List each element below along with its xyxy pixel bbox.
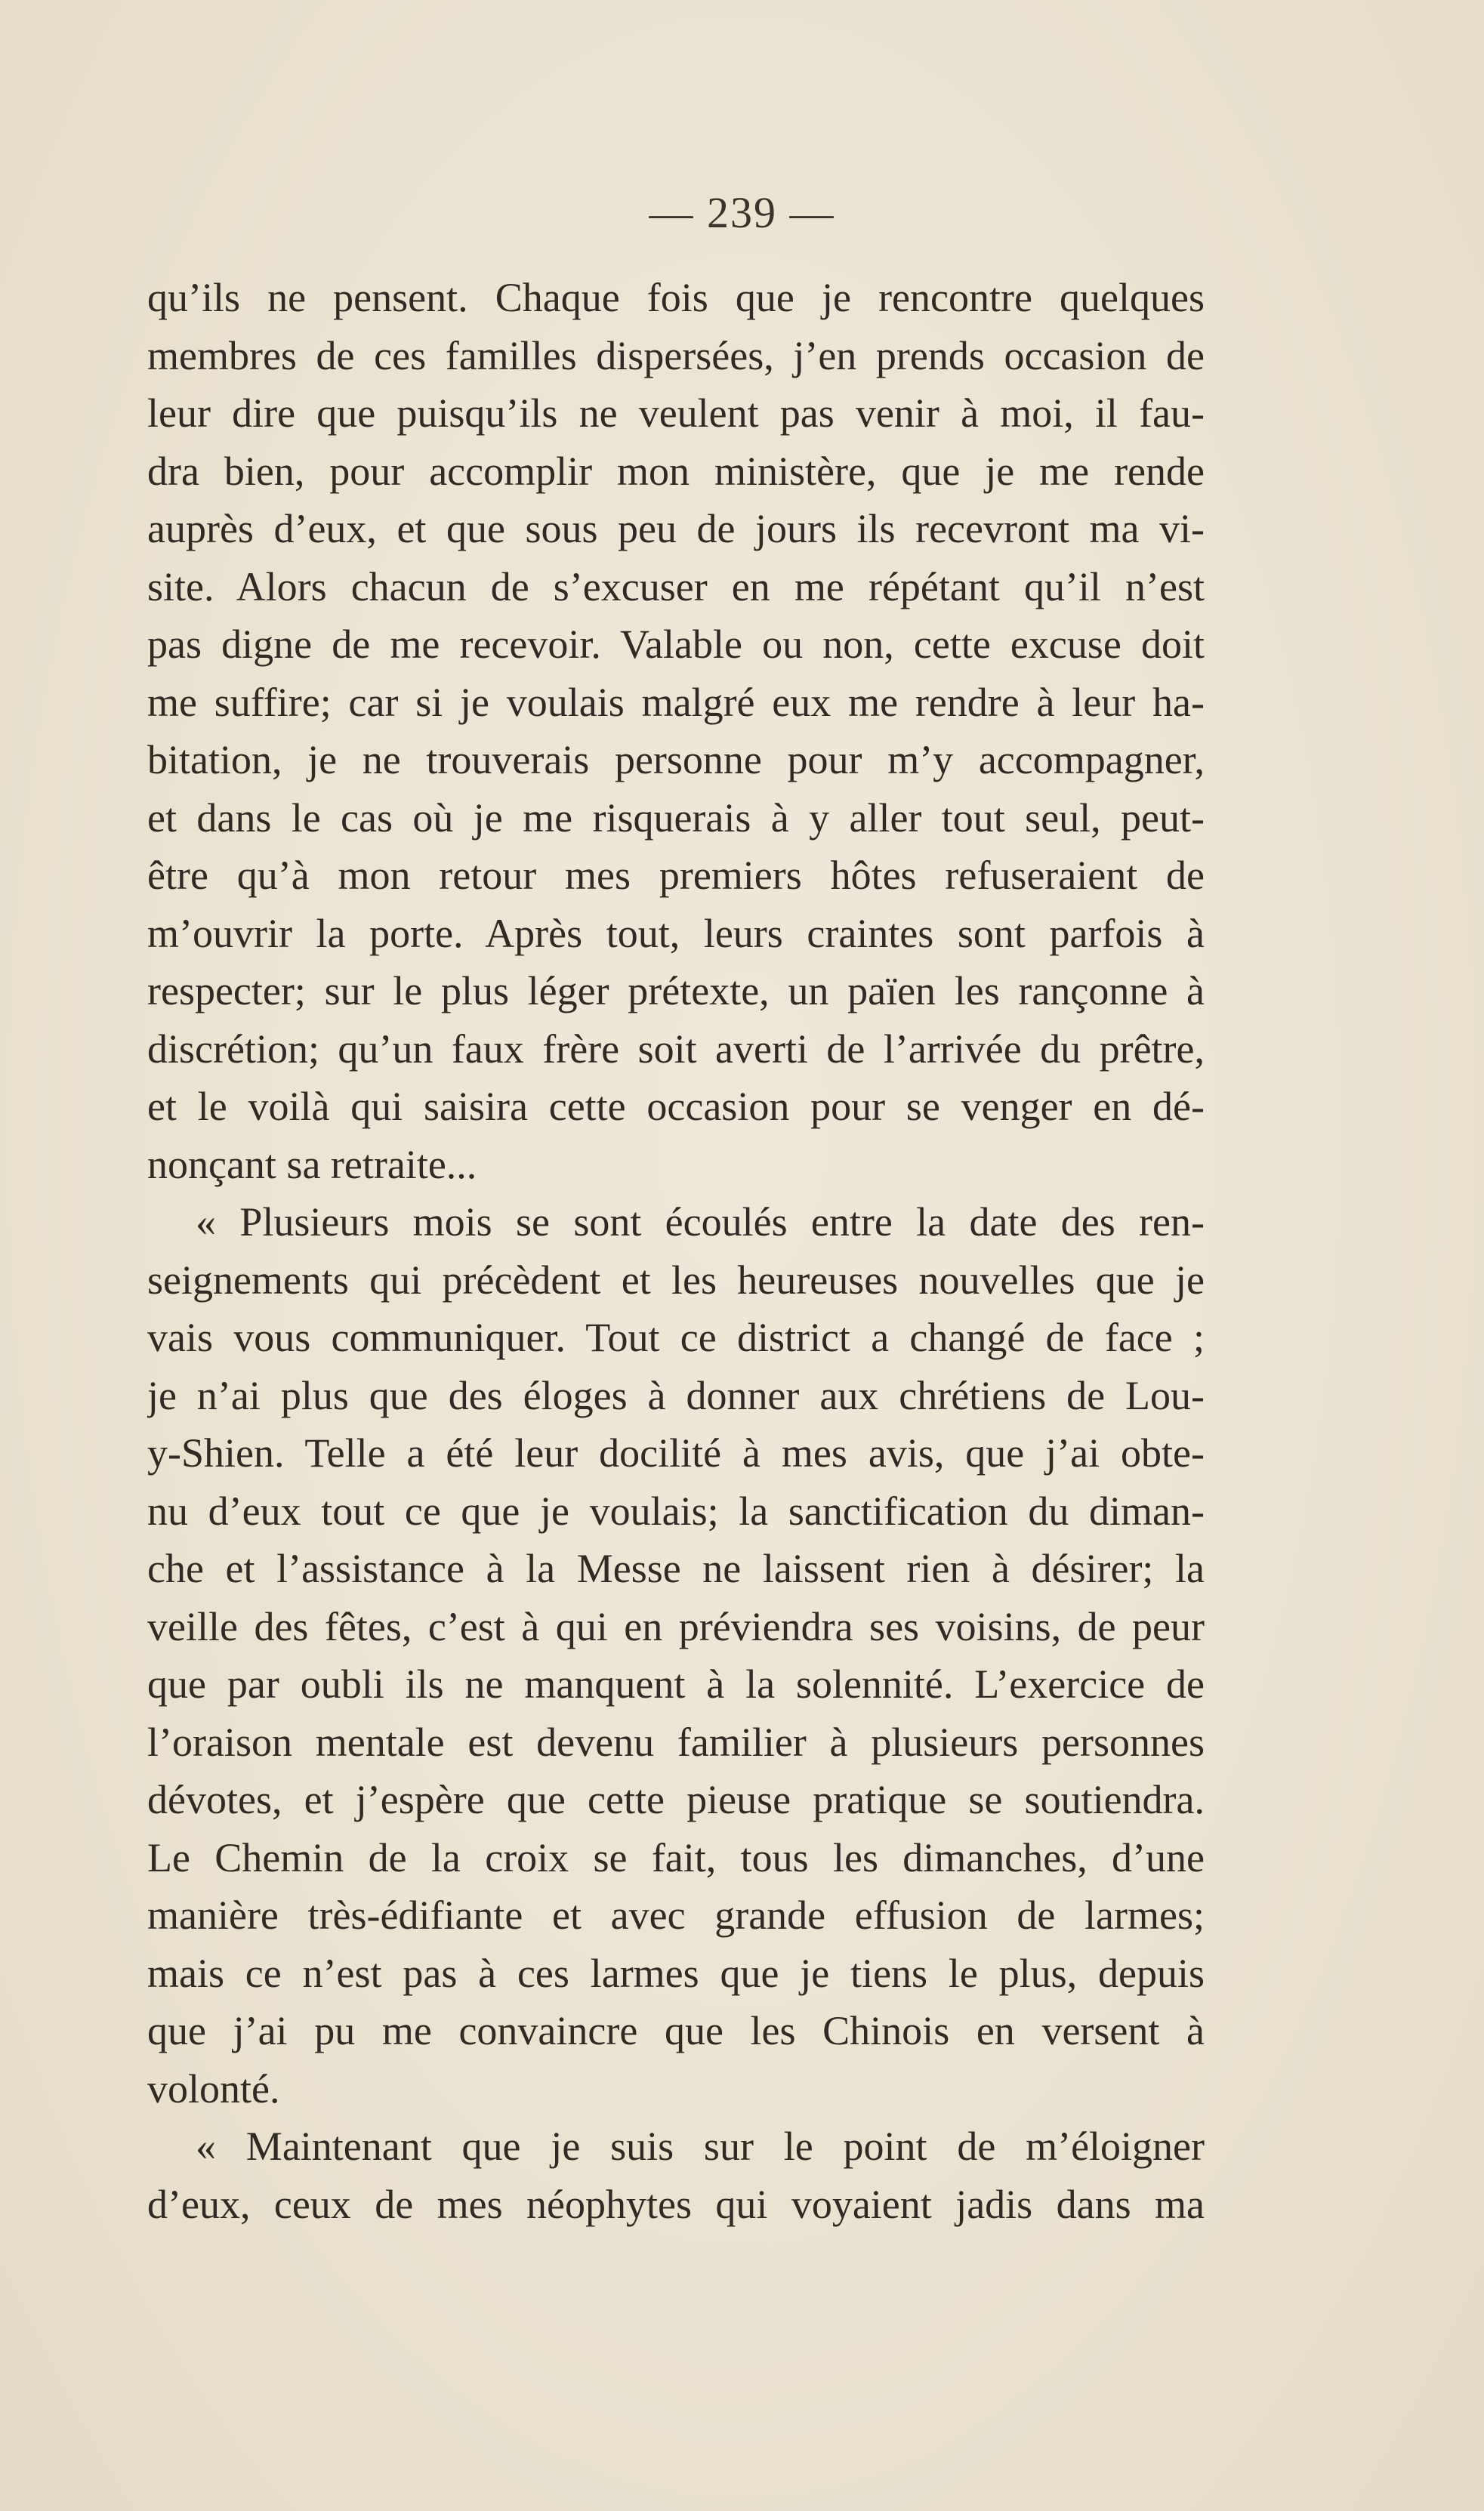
text-line: nu d’eux tout ce que je voulais; la sanctification du diman-	[147, 1488, 1205, 1534]
text-line: d’eux, ceux de mes néophytes qui voyaient jadis dans ma	[147, 2181, 1205, 2227]
text-line: qu’ils ne pensent. Chaque fois que je rencontre quelques	[147, 275, 1205, 320]
text-line: m’ouvrir la porte. Après tout, leurs craintes sont parfois à	[147, 910, 1205, 956]
text-line: que j’ai pu me convaincre que les Chinois en versent à	[147, 2008, 1205, 2053]
text-line: che et l’assistance à la Messe ne laissent rien à désirer; la	[147, 1546, 1205, 1591]
text-line: « Plusieurs mois se sont écoulés entre la date des ren-	[196, 1199, 1205, 1245]
text-line: bitation, je ne trouverais personne pour m’y accompagner,	[147, 737, 1205, 782]
text-line: vais vous communiquer. Tout ce district a changé de face ;	[147, 1315, 1205, 1360]
text-line: respecter; sur le plus léger prétexte, un païen les rançonne à	[147, 968, 1205, 1013]
text-line: nonçant sa retraite...	[147, 1141, 477, 1187]
text-line: auprès d’eux, et que sous peu de jours ils recevront ma vi-	[147, 506, 1205, 551]
text-line: leur dire que puisqu’ils ne veulent pas venir à moi, il fau-	[147, 390, 1205, 436]
text-line: et le voilà qui saisira cette occasion pour se venger en dé-	[147, 1084, 1205, 1129]
text-line: être qu’à mon retour mes premiers hôtes refuseraient de	[147, 853, 1205, 898]
text-line: Le Chemin de la croix se fait, tous les dimanches, d’une	[147, 1834, 1205, 1880]
page-number: — 239 —	[649, 188, 835, 237]
text-line: veille des fêtes, c’est à qui en préviendra ses voisins, de peur	[147, 1603, 1205, 1649]
text-line: seignements qui précèdent et les heureuses nouvelles que je	[147, 1257, 1205, 1303]
text-line: l’oraison mentale est devenu familier à plusieurs personnes	[147, 1719, 1205, 1765]
text-line: que par oubli ils ne manquent à la solennité. L’exercice de	[147, 1661, 1205, 1707]
text-line: et dans le cas où je me risquerais à y aller tout seul, peut-	[147, 794, 1205, 841]
text-line: y-Shien. Telle a été leur docilité à mes avis, que j’ai obte-	[147, 1430, 1205, 1476]
body-text	[147, 269, 1205, 2233]
text-line: mais ce n’est pas à ces larmes que je tiens le plus, depuis	[147, 1950, 1205, 1996]
text-line: dra bien, pour accomplir mon ministère, que je me rende	[147, 448, 1205, 494]
text-line: pas digne de me recevoir. Valable ou non, cette excuse doit	[147, 622, 1205, 667]
text-line: volonté.	[147, 2065, 280, 2112]
text-line: « Maintenant que je suis sur le point de m’éloigner	[196, 2124, 1205, 2169]
text-line: membres de ces familles dispersées, j’en prends occasion de	[147, 332, 1205, 378]
text-line: site. Alors chacun de s’excuser en me répétant qu’il n’est	[147, 563, 1205, 609]
text-line: discrétion; qu’un faux frère soit averti de l’arrivée du prêtre,	[147, 1026, 1205, 1072]
text-line: dévotes, et j’espère que cette pieuse pratique se soutiendra.	[147, 1777, 1205, 1822]
text-line: me suffire; car si je voulais malgré eux me rendre à leur ha-	[147, 679, 1205, 725]
text-line: je n’ai plus que des éloges à donner aux chrétiens de Lou-	[147, 1372, 1205, 1418]
text-line: manière très-édifiante et avec grande effusion de larmes;	[147, 1893, 1205, 1938]
